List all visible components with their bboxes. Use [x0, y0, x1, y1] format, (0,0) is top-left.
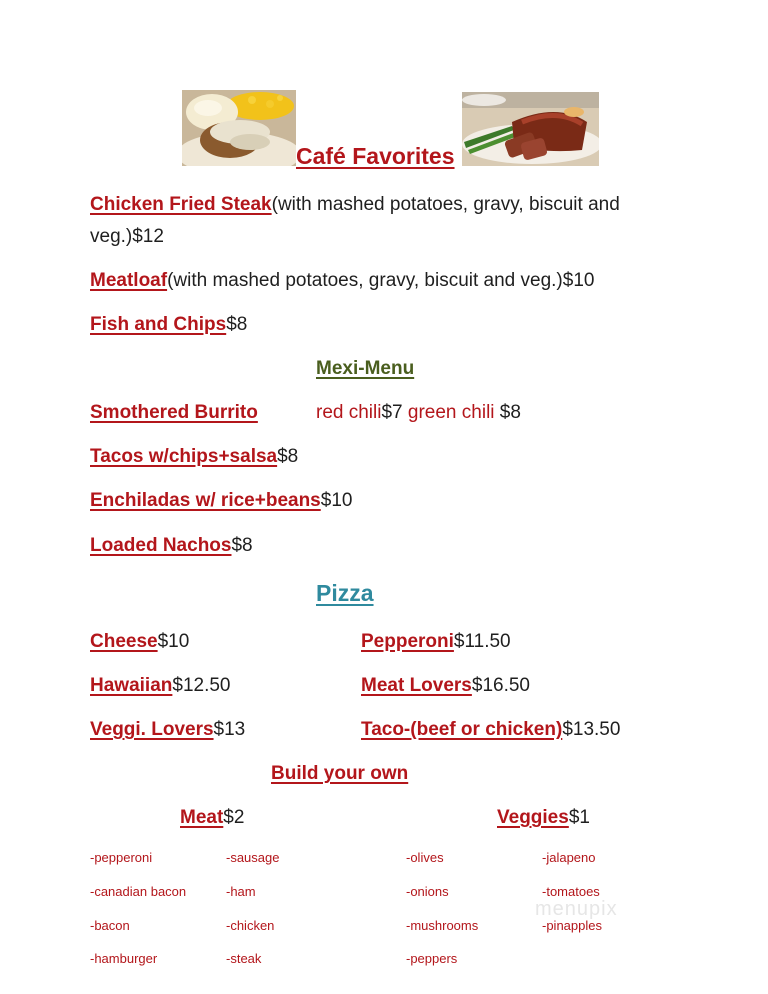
- item-name: Pepperoni: [361, 631, 454, 652]
- topping-item: -peppers: [406, 951, 458, 966]
- menu-item-meatloaf: [90, 269, 594, 293]
- item-price: $13.50: [562, 719, 621, 740]
- item-name: Meat Lovers: [361, 675, 472, 696]
- menu-item-smothered-burrito: [90, 401, 264, 425]
- topping-item: -onions: [406, 884, 449, 899]
- menu-item-description-continued: veg.)$12: [90, 226, 164, 247]
- veggie-toppings-heading: [497, 806, 590, 830]
- topping-item: -hamburger: [90, 951, 158, 966]
- item-name: Veggi. Lovers: [90, 719, 214, 740]
- menu-item-chicken-fried-steak: [90, 193, 620, 217]
- menu-item-enchiladas: [90, 489, 352, 513]
- topping-item: -chicken: [226, 918, 275, 933]
- build-your-own-heading: Build your own: [271, 763, 409, 784]
- item-name: Fish and Chips: [90, 314, 227, 335]
- topping-item: -pinapples: [542, 918, 602, 933]
- chicken-fried-steak-photo: [182, 90, 296, 166]
- topping-item: -tomatoes: [542, 884, 600, 899]
- item-name: Cheese: [90, 631, 158, 652]
- item-description: (with mashed potatoes, gravy, biscuit and veg.)$10: [167, 270, 595, 291]
- menu-item-loaded-nachos: [90, 534, 253, 558]
- pizza-item-veggi-lovers: [90, 718, 245, 742]
- topping-item: -steak: [226, 951, 262, 966]
- item-description: (with mashed potatoes, gravy, biscuit and: [271, 194, 620, 215]
- topping-item: -olives: [406, 850, 444, 865]
- pizza-item-meat-lovers: [361, 674, 530, 698]
- page-title: Café Favorites: [296, 143, 455, 169]
- pizza-item-taco: [361, 718, 620, 742]
- item-price: $16.50: [471, 675, 530, 696]
- topping-item: -ham: [226, 884, 256, 899]
- meat-toppings-heading: [180, 806, 244, 830]
- pizza-item-hawaiian: [90, 674, 231, 698]
- item-price: $11.50: [453, 631, 511, 652]
- menu-item-tacos: [90, 445, 298, 469]
- topping-item: -sausage: [226, 850, 280, 865]
- item-name: Smothered Burrito: [90, 402, 258, 423]
- item-name: Hawaiian: [90, 675, 173, 696]
- item-name: Taco-(beef or chicken): [361, 719, 563, 740]
- veggies-label: Veggies: [497, 807, 569, 828]
- meat-price: $2: [223, 807, 245, 828]
- meatloaf-photo: [462, 92, 599, 166]
- item-name: Meatloaf: [90, 270, 168, 291]
- red-chili-price: $7: [381, 402, 403, 423]
- meat-label: Meat: [180, 807, 224, 828]
- topping-item: -jalapeno: [542, 850, 596, 865]
- mexi-menu-heading: Mexi-Menu: [316, 358, 415, 379]
- item-name: Chicken Fried Steak: [90, 194, 272, 215]
- item-price: $10: [320, 490, 353, 511]
- green-chili-price: $8: [499, 402, 521, 423]
- green-chili-label: green chili: [407, 402, 495, 423]
- pizza-heading: Pizza: [316, 580, 374, 606]
- burrito-chili-options: [316, 401, 521, 425]
- item-price: $8: [277, 446, 299, 467]
- topping-item: -canadian bacon: [90, 884, 187, 899]
- topping-item: -pepperoni: [90, 850, 153, 865]
- topping-item: -bacon: [90, 918, 130, 933]
- menupix-watermark: menupix: [535, 898, 618, 920]
- item-name: Loaded Nachos: [90, 535, 232, 556]
- item-name: Tacos w/chips+salsa: [90, 446, 278, 467]
- item-price: $12.50: [172, 675, 231, 696]
- item-price: $10: [157, 631, 190, 652]
- topping-item: -mushrooms: [406, 918, 479, 933]
- item-price: $8: [226, 314, 248, 335]
- item-name: Enchiladas w/ rice+beans: [90, 490, 321, 511]
- pizza-item-cheese: [90, 630, 189, 654]
- item-price: $13: [213, 719, 246, 740]
- item-price: $8: [231, 535, 253, 556]
- pizza-item-pepperoni: [361, 630, 511, 654]
- menu-item-fish-and-chips: [90, 313, 247, 337]
- veggies-price: $1: [568, 807, 590, 828]
- red-chili-label: red chili: [316, 402, 382, 423]
